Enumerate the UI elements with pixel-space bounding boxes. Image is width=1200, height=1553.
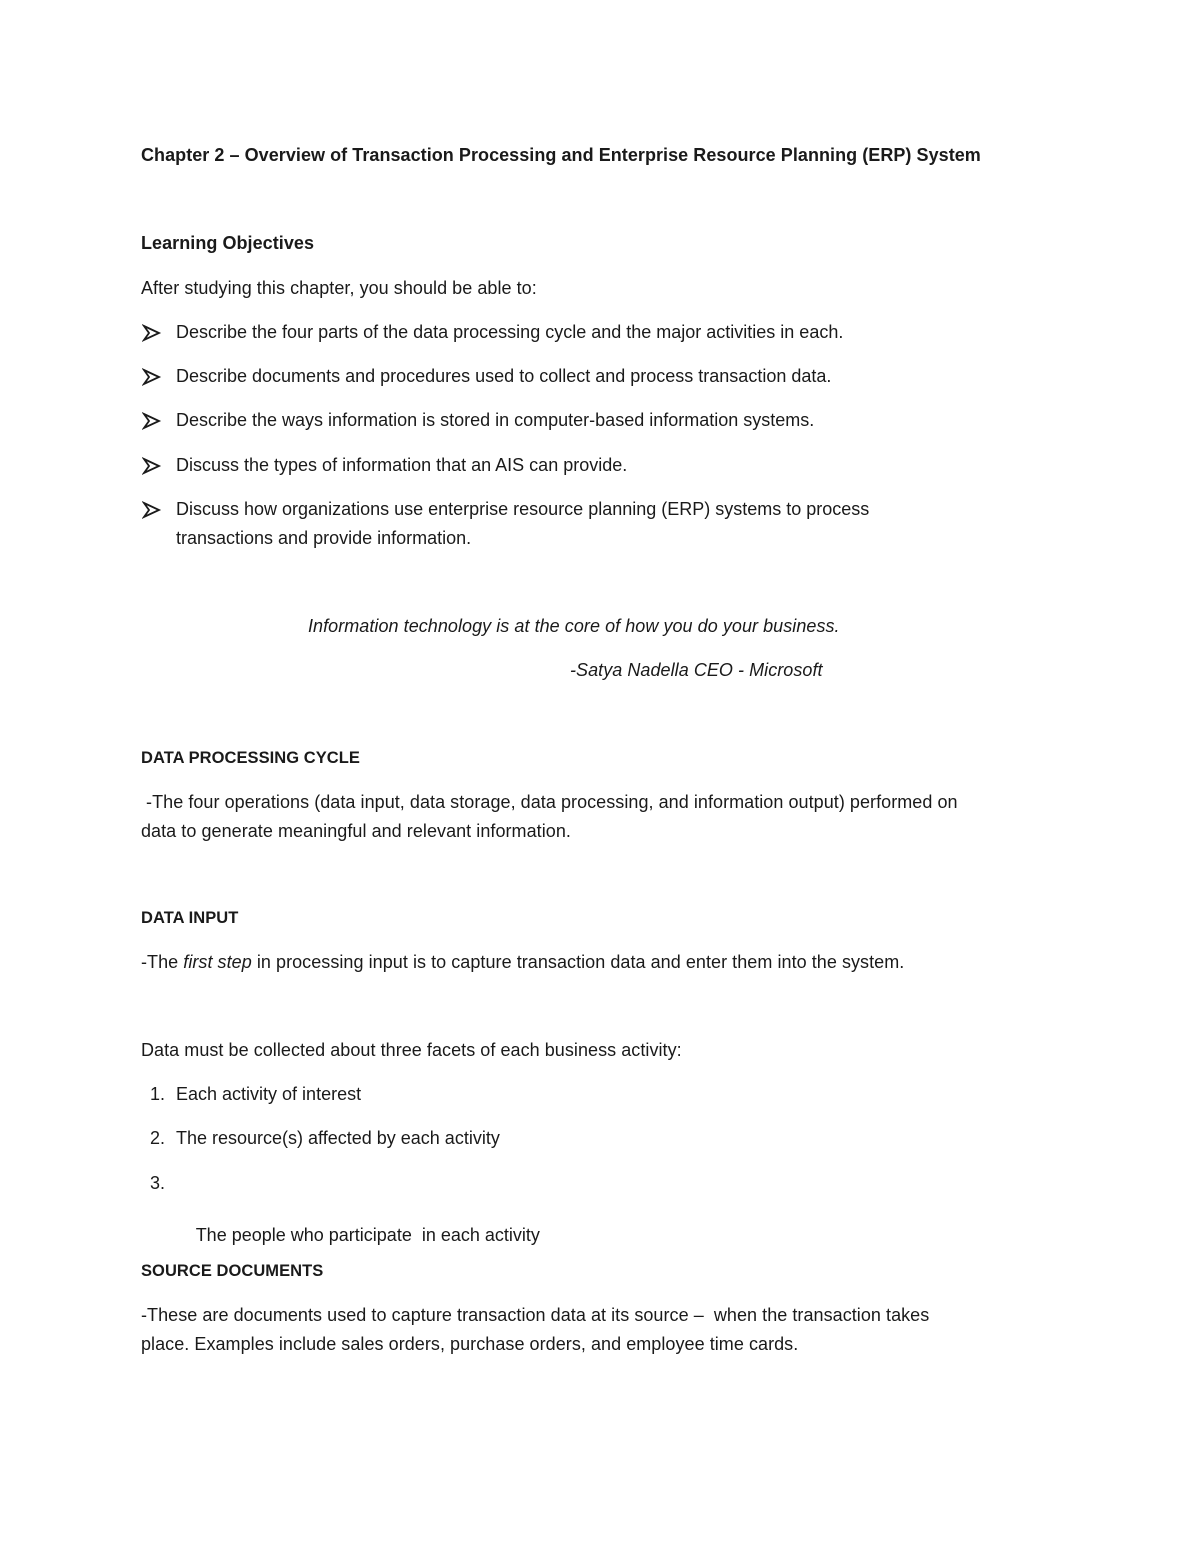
first-step-emphasis: first step [183, 952, 252, 972]
source-documents-text: -These are documents used to capture transaction data at its source – when the transaction takes [141, 1305, 930, 1325]
facet-text: The people who participate in each activity [195, 1225, 540, 1245]
facet-number: 2. [150, 1128, 166, 1148]
objective-text: Discuss how organizations use enterprise resource planning (ERP) systems to process transactions and provide information. [176, 499, 870, 548]
learning-objectives-intro: After studying this chapter, you should be able to: [141, 278, 537, 298]
data-input-text-end: in processing input is to capture transaction data and enter them into the system. [251, 952, 905, 972]
quote-text: Information technology is at the core of how you do your business. [308, 616, 840, 636]
objective-item [176, 406, 976, 435]
data-input-heading: DATA INPUT [141, 909, 239, 927]
chapter-title: Chapter 2 – Overview of Transaction Processing and Enterprise Resource Planning (ERP) System [141, 145, 981, 165]
data-input-text-start: -The [141, 952, 184, 972]
facet-number: 1. [150, 1084, 166, 1104]
arrowhead-bullet-icon [142, 451, 162, 480]
objective-item [176, 451, 976, 480]
objective-item [176, 362, 976, 391]
objective-text: Describe the four parts of the data processing cycle and the major activities in each. [176, 322, 844, 342]
objective-text: Describe documents and procedures used to collect and process transaction data. [176, 366, 832, 386]
objective-item [176, 318, 976, 347]
facet-text: The resource(s) affected by each activity [176, 1128, 500, 1148]
objective-item [176, 495, 966, 553]
arrowhead-bullet-icon [142, 495, 162, 524]
data-processing-cycle-text: -The four operations (data input, data storage, data processing, and information output) performed on [141, 792, 958, 812]
quote-attribution: -Satya Nadella CEO - Microsoft [570, 660, 823, 680]
data-processing-cycle-heading: DATA PROCESSING CYCLE [141, 749, 360, 767]
arrowhead-bullet-icon [142, 406, 162, 435]
objective-text: Discuss the types of information that an AIS can provide. [176, 455, 628, 475]
source-documents-heading: SOURCE DOCUMENTS [141, 1262, 324, 1280]
arrowhead-bullet-icon [142, 318, 162, 347]
data-input-text [141, 949, 904, 975]
facet-text: Each activity of interest [176, 1084, 362, 1104]
objective-text: Describe the ways information is stored in computer-based information systems. [176, 410, 815, 430]
facet-number: 3. [150, 1173, 166, 1193]
facet-item [150, 1081, 362, 1107]
data-processing-cycle-text: data to generate meaningful and relevant information. [141, 821, 571, 841]
source-documents-text: place. Examples include sales orders, purchase orders, and employee time cards. [141, 1334, 799, 1354]
learning-objectives-heading: Learning Objectives [141, 233, 315, 253]
facets-intro: Data must be collected about three facets of each business activity: [141, 1040, 682, 1060]
arrowhead-bullet-icon [142, 362, 162, 391]
facet-item [150, 1125, 500, 1151]
